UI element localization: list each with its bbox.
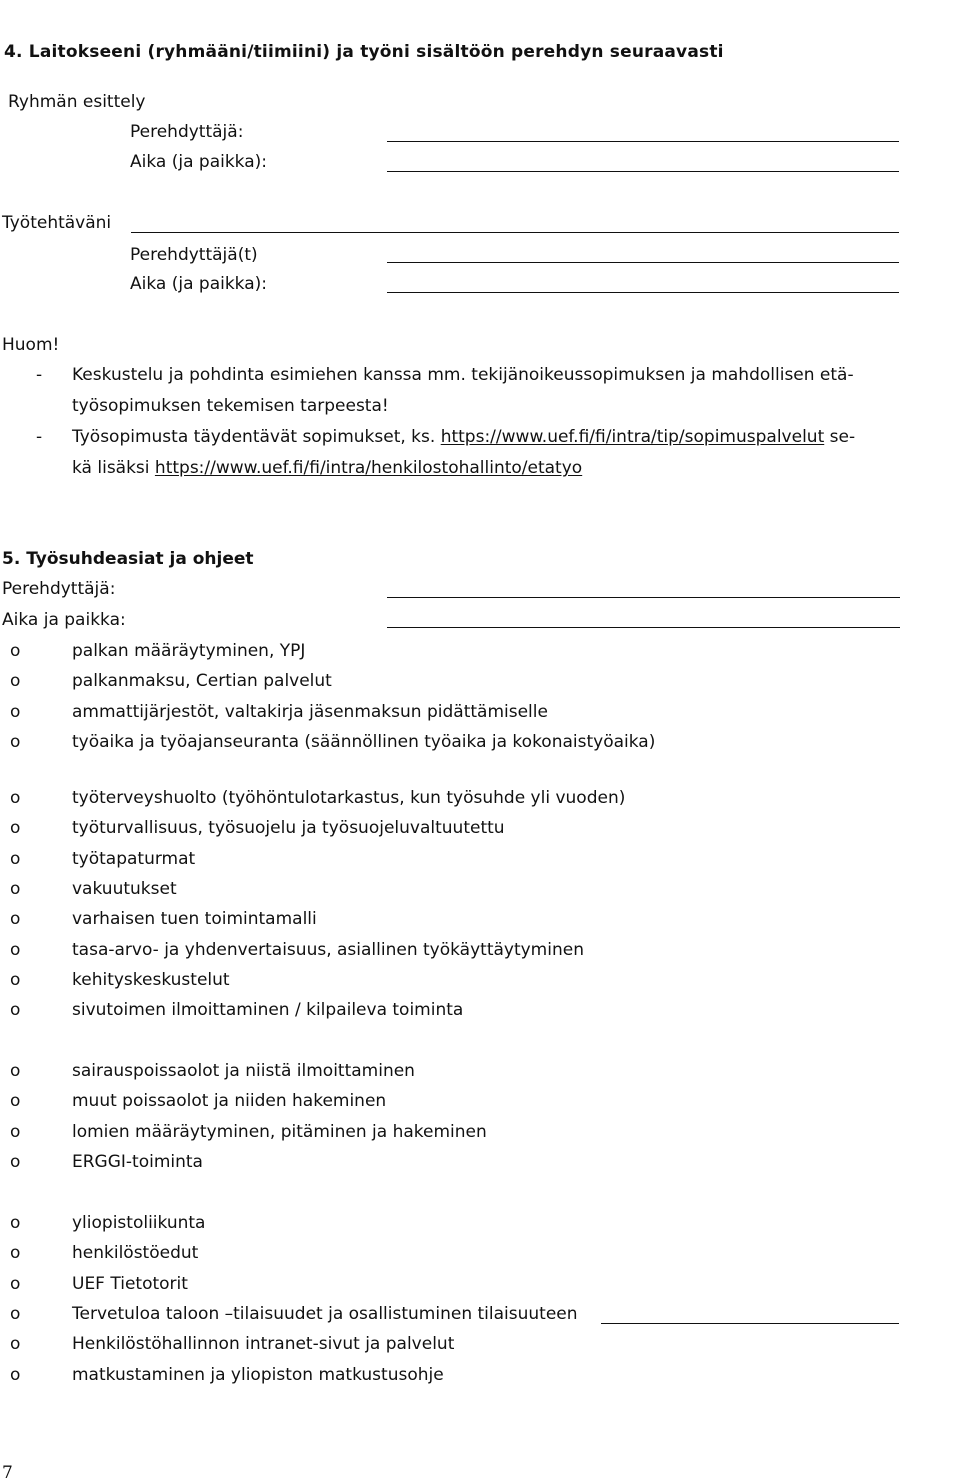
section-5-time-place-field[interactable] [387,627,900,628]
list-bullet: o [10,849,21,869]
list-item: varhaisen tuen toimintamalli [72,909,317,929]
list-item: työturvallisuus, työsuojelu ja työsuojeluvaltuutettu [72,818,505,838]
list-item: vakuutukset [72,879,177,899]
list-item: UEF Tietotorit [72,1274,188,1294]
note-line-1b: työsopimuksen tekemisen tarpeesta! [72,396,389,416]
welcome-event-field[interactable] [601,1323,899,1324]
list-bullet: o [10,970,21,990]
tasks-time-label: Aika (ja paikka): [130,274,267,294]
section-4-title: 4. Laitokseeni (ryhmääni/tiimiini) ja työni sisältöön perehdyn seuraavasti [4,42,724,62]
list-bullet: o [10,788,21,808]
list-bullet: o [10,702,21,722]
section-5-title: 5. Työsuhdeasiat ja ohjeet [2,549,254,569]
list-bullet: o [10,1274,21,1294]
list-bullet: o [10,1152,21,1172]
list-bullet: o [10,940,21,960]
tasks-mentor-label: Perehdyttäjä(t) [130,245,258,265]
list-bullet: o [10,1365,21,1385]
list-item: kehityskeskustelut [72,970,230,990]
list-item: työtapaturmat [72,849,196,869]
list-bullet: o [10,1243,21,1263]
list-item: tasa-arvo- ja yhdenvertaisuus, asiallinen työkäyttäytyminen [72,940,584,960]
note-line-2a-suffix: se- [829,427,856,447]
list-bullet: o [10,641,21,661]
list-item: työaika ja työajanseuranta (säännöllinen työaika ja kokonaistyöaika) [72,732,656,752]
list-item: lomien määräytyminen, pitäminen ja hakeminen [72,1122,487,1142]
list-item: palkan määräytyminen, YPJ [72,641,306,661]
section-5-time-place-label: Aika ja paikka: [2,610,126,630]
group-time-label: Aika (ja paikka): [130,152,267,172]
page-number: 7 [2,1463,13,1483]
list-bullet: o [10,1334,21,1354]
list-bullet: o [10,1091,21,1111]
contracts-link[interactable]: https://www.uef.fi/fi/intra/tip/sopimuspalvelut [440,427,825,447]
list-bullet: o [10,818,21,838]
my-tasks-label: Työtehtäväni [2,213,112,233]
list-bullet: o [10,909,21,929]
note-line-1a: Keskustelu ja pohdinta esimiehen kanssa mm. tekijänoikeussopimuksen ja mahdollisen etä- [72,365,854,385]
list-bullet: o [10,1304,21,1324]
list-bullet: o [10,732,21,752]
note-line-2b-prefix: kä lisäksi [72,458,150,478]
list-item: sivutoimen ilmoittaminen / kilpaileva toiminta [72,1000,464,1020]
note-line-2b [72,457,582,479]
group-time-field[interactable] [387,171,899,172]
note-line-2a-prefix: Työsopimusta täydentävät sopimukset, ks. [72,427,436,447]
list-item: henkilöstöedut [72,1243,199,1263]
note-dash: - [36,365,43,385]
note-dash: - [36,427,43,447]
list-bullet: o [10,1061,21,1081]
list-item: yliopistoliikunta [72,1213,206,1233]
list-bullet: o [10,1000,21,1020]
list-item: ERGGI-toiminta [72,1152,203,1172]
group-mentor-label: Perehdyttäjä: [130,122,244,142]
list-bullet: o [10,1213,21,1233]
remote-work-link[interactable]: https://www.uef.fi/fi/intra/henkilostohallinto/etatyo [154,458,583,478]
list-item: ammattijärjestöt, valtakirja jäsenmaksun pidättämiselle [72,702,548,722]
list-item: matkustaminen ja yliopiston matkustusohje [72,1365,444,1385]
tasks-time-field[interactable] [387,292,899,293]
group-mentor-field[interactable] [387,141,899,142]
note-label: Huom! [2,335,60,355]
list-item: Tervetuloa taloon –tilaisuudet ja osallistuminen tilaisuuteen [72,1304,578,1324]
list-item: palkanmaksu, Certian palvelut [72,671,332,691]
tasks-mentor-field[interactable] [387,262,899,263]
list-bullet: o [10,879,21,899]
my-tasks-field[interactable] [131,232,899,233]
list-bullet: o [10,1122,21,1142]
note-line-2a [72,426,855,448]
list-item: sairauspoissaolot ja niistä ilmoittaminen [72,1061,415,1081]
group-intro-label: Ryhmän esittely [8,92,146,112]
section-5-mentor-label: Perehdyttäjä: [2,579,116,599]
list-item: työterveyshuolto (työhöntulotarkastus, kun työsuhde yli vuoden) [72,788,626,808]
section-5-mentor-field[interactable] [387,597,900,598]
list-bullet: o [10,671,21,691]
list-item: Henkilöstöhallinnon intranet-sivut ja palvelut [72,1334,455,1354]
list-item: muut poissaolot ja niiden hakeminen [72,1091,387,1111]
